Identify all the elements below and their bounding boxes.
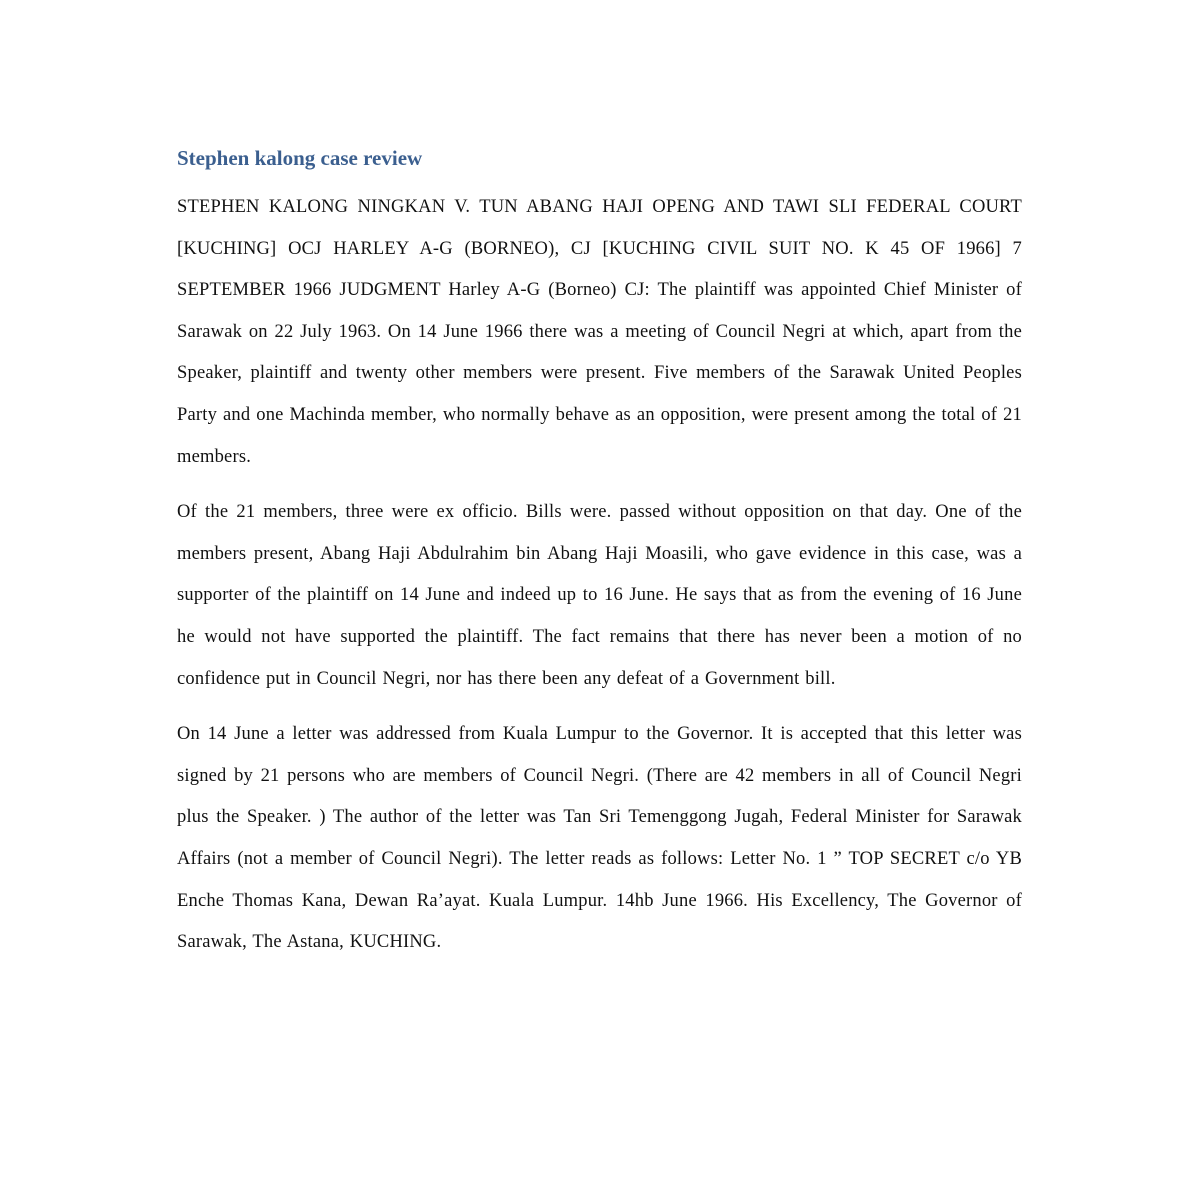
document-title: Stephen kalong case review xyxy=(177,146,423,170)
paragraph-letter: On 14 June a letter was addressed from Kuala Lumpur to the Governor. It is accepted that this letter was signed by 21 persons who are members of Council Negri. (There are 42 members in all of Council Negri plus the Speaker. ) The author of the letter was Tan Sri Temenggong Jugah, Federal Minister for Sarawak Affairs (not a member of Council Negri). The letter reads as follows: Letter No. 1 ” TOP SECRET c/o YB Enche Thomas Kana, Dewan Ra’ayat. Kuala Lumpur. 14hb June 1966. His Excellency, The Governor of Sarawak, The Astana, KUCHING. xyxy=(177,724,1022,953)
paragraph-case-citation: STEPHEN KALONG NINGKAN V. TUN ABANG HAJI OPENG AND TAWI SLI FEDERAL COURT [KUCHING] OCJ HARLEY A-G (BORNEO), CJ [KUCHING CIVIL SUIT NO. K 45 OF 1966] 7 SEPTEMBER 1966 JUDGMENT Harley A-G (Borneo) CJ: The plaintiff was appointed Chief Minister of Sarawak on 22 July 1963. On 14 June 1966 there was a meeting of Council Negri at which, apart from the Speaker, plaintiff and twenty other members were present. Five members of the Sarawak United Peoples Party and one Machinda member, who normally behave as an opposition, were present among the total of 21 members. xyxy=(177,197,1022,467)
document-body xyxy=(177,143,1022,978)
paragraph-members: Of the 21 members, three were ex officio. Bills were. passed without opposition on that day. One of the members present, Abang Haji Abdulrahim bin Abang Haji Moasili, who gave evidence in this case, was a supporter of the plaintiff on 14 June and indeed up to 16 June. He says that as from the evening of 16 June he would not have supported the plaintiff. The fact remains that there has never been a motion of no confidence put in Council Negri, nor has there been any defeat of a Government bill. xyxy=(177,502,1022,689)
